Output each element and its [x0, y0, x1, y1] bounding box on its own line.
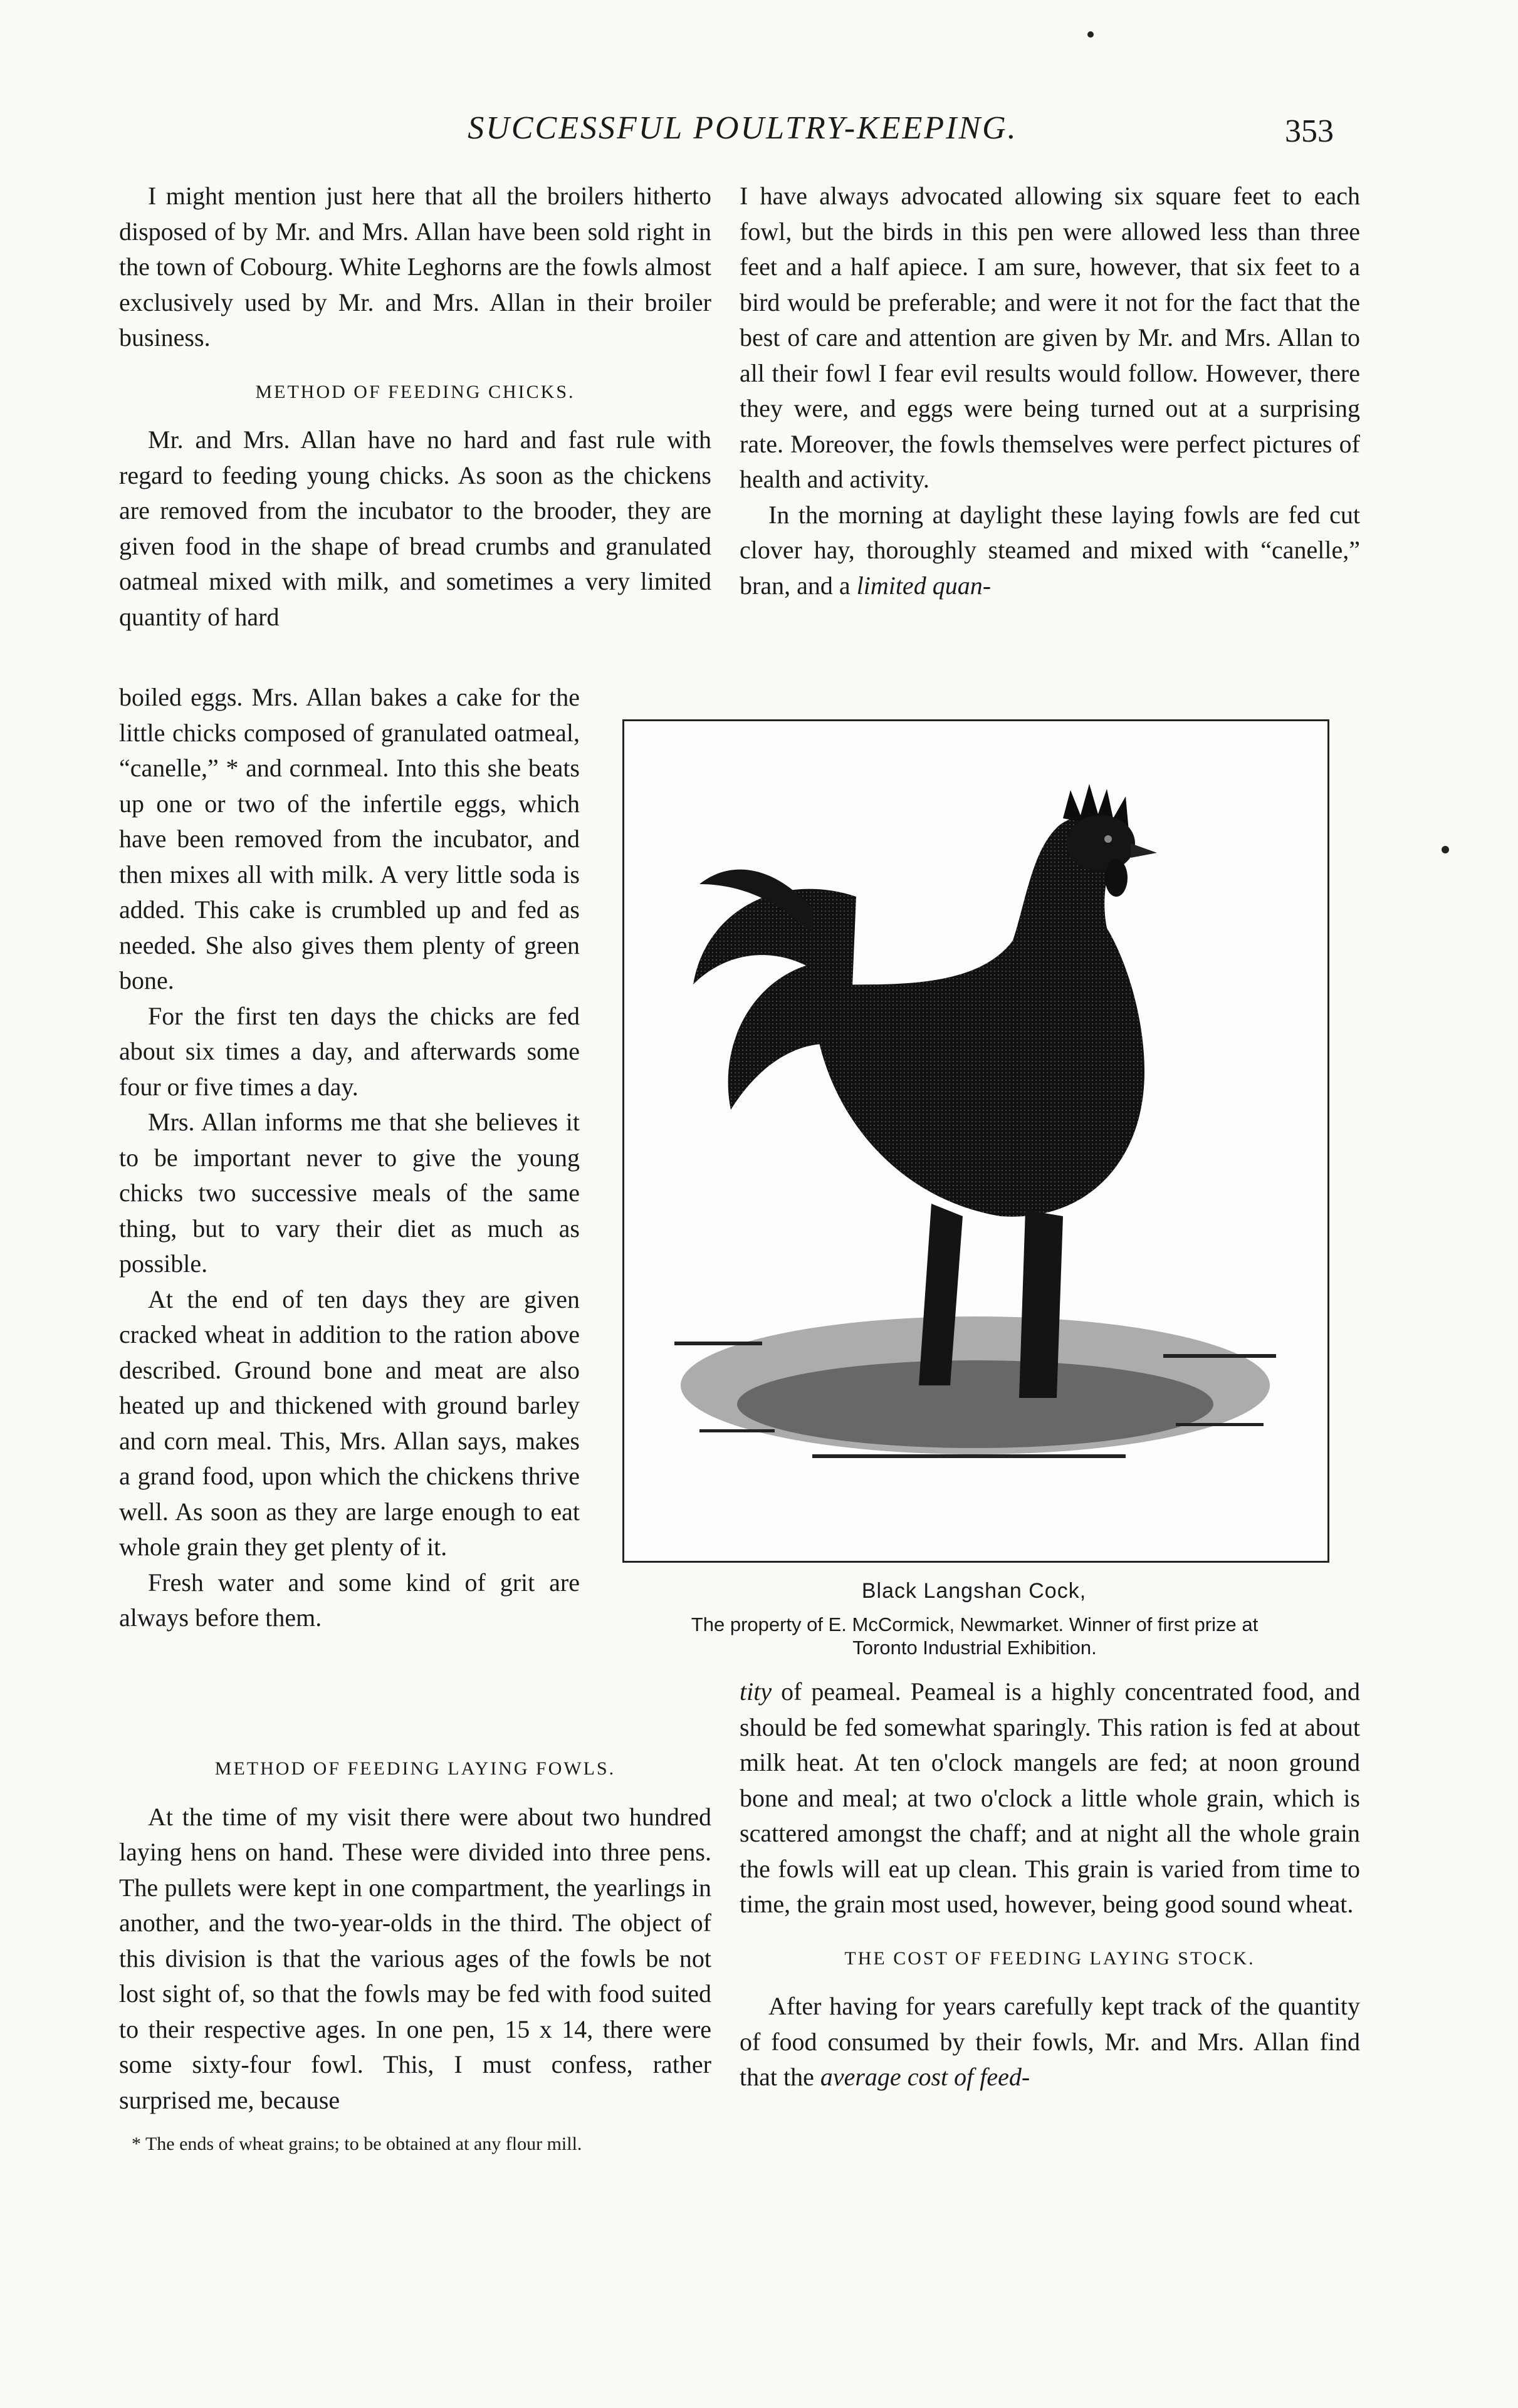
section-heading-chicks: METHOD OF FEEDING CHICKS. [255, 381, 575, 402]
right-paragraph-4-italic: average cost of feed- [820, 2063, 1030, 2091]
chicks-paragraph-4: At the end of ten days they are given cracked wheat in addition to the ration above described. Ground bone and meat are also heated up and thickened with ground barley and corn meal. This, Mrs. Allan says, makes a grand food, upon which the chickens thrive well. As soon as they are large enough to eat whole grain they get plenty of it. [119, 1285, 580, 1561]
footnote: * The ends of wheat grains; to be obtained at any flour mill. [132, 2134, 582, 2154]
rooster-illustration [622, 719, 1329, 1563]
section-heading-laying: METHOD OF FEEDING LAYING FOWLS. [214, 1758, 616, 1779]
figure-caption-line-2: Toronto Industrial Exhibition. [852, 1637, 1097, 1659]
black-langshan-cock-image [624, 721, 1327, 1561]
chicks-paragraph-2: For the first ten days the chicks are fed about six times a day, and afterwards some four or five times a day. [119, 1001, 580, 1101]
right-paragraph-1-text: I have always advocated allowing six square feet to each fowl, but the birds in this pen were allowed less than three feet and a half apiece. I am sure, however, that six feet to a bird would be preferable; and were it not for the fact that the best of care and attention are given by Mr. and Mrs. Allan to all their fowl I fear evil results would follow. However, there they were, and eggs were being turned out at a surprising rate. Moreover, the fowls themselves were perfect pictures of health and activity. [740, 182, 1360, 493]
right-paragraph-2 [740, 498, 1360, 604]
right-paragraph-4 [740, 1989, 1360, 2095]
right-paragraph-3 [740, 1674, 1360, 1922]
right-paragraph-4-text: After having for years carefully kept track of the quantity of food consumed by their fowls, Mr. and Mrs. Allan find that the [740, 1992, 1360, 2091]
section-heading-cost: THE COST OF FEEDING LAYING STOCK. [844, 1947, 1255, 1969]
right-column-upper [740, 179, 1360, 603]
chicks-paragraph-1a: Mr. and Mrs. Allan have no hard and fast rule with regard to feeding young chicks. As soon as the chickens are removed from the incubator to the brooder, they are given food in the shape of bread crumbs and granulated oatmeal mixed with milk, and sometimes a very limited quantity of hard [119, 425, 711, 631]
laying-paragraph-1: At the time of my visit there were about two hundred laying hens on hand. These were divided into three pens. The pullets were kept in one compartment, the yearlings in another, and the two-year-olds in the third. The object of this division is that the various ages of the fowls be not lost sight of, so that the fowls may be fed with food suited to their respective ages. In one pen, 15 x 14, there were some sixty-four fowl. This, I must confess, rather surprised me, because [119, 1802, 711, 2114]
chicks-paragraph-5: Fresh water and some kind of grit are always before them. [119, 1568, 580, 1632]
print-speck [1087, 31, 1094, 38]
left-column-lower [119, 1751, 711, 2157]
figure-caption-title: Black Langshan Cock, [861, 1579, 1087, 1603]
page-number: 353 [1285, 113, 1334, 149]
chicks-paragraph-1b: boiled eggs. Mrs. Allan bakes a cake for the little chicks composed of granulated oatmeal, “canelle,” * and cornmeal. Into this she beats up one or two of the infertile eggs, which have been removed from the incubator, and then mixes all with milk. A very little soda is added. This cake is crumbled up and fed as needed. She also gives them plenty of green bone. [119, 683, 580, 994]
running-header: SUCCESSFUL POULTRY-KEEPING. [468, 110, 1018, 146]
intro-paragraph: I might mention just here that all the broilers hitherto disposed of by Mr. and Mrs. Allan have been sold right in the town of Cobourg. White Leghorns are the fowls almost exclusively used by Mr. and Mrs. Allan in their broiler business. [119, 182, 711, 352]
left-column-upper [119, 179, 711, 635]
right-paragraph-2-italic: limited quan- [856, 571, 992, 600]
right-paragraph-2-text: In the morning at daylight these laying fowls are fed cut clover hay, thoroughly steamed and mixed with “canelle,” bran, and a [740, 500, 1360, 600]
right-paragraph-3-italic: tity [740, 1677, 772, 1706]
right-column-lower [740, 1674, 1360, 2095]
chicks-paragraph-3: Mrs. Allan informs me that she believes it to be important never to give the young chicks two successive meals of the same thing, but to vary their diet as much as possible. [119, 1108, 580, 1278]
figure-caption-line-1: The property of E. McCormick, Newmarket. Winner of first prize at [691, 1613, 1259, 1635]
right-paragraph-1 [740, 179, 1360, 498]
print-speck [1442, 846, 1449, 853]
left-column-narrow [119, 680, 580, 1636]
right-paragraph-3-text: of peameal. Peameal is a highly concentrated food, and should be fed somewhat sparingly. This ration is fed at about milk heat. At ten o'clock mangels are fed; at noon ground bone and meal; at two o'clock a little whole grain, which is scattered amongst the chaff; and at night all the whole grain the fowls will eat up clean. This grain is varied from time to time, the grain most used, however, being good sound wheat. [740, 1677, 1360, 1918]
